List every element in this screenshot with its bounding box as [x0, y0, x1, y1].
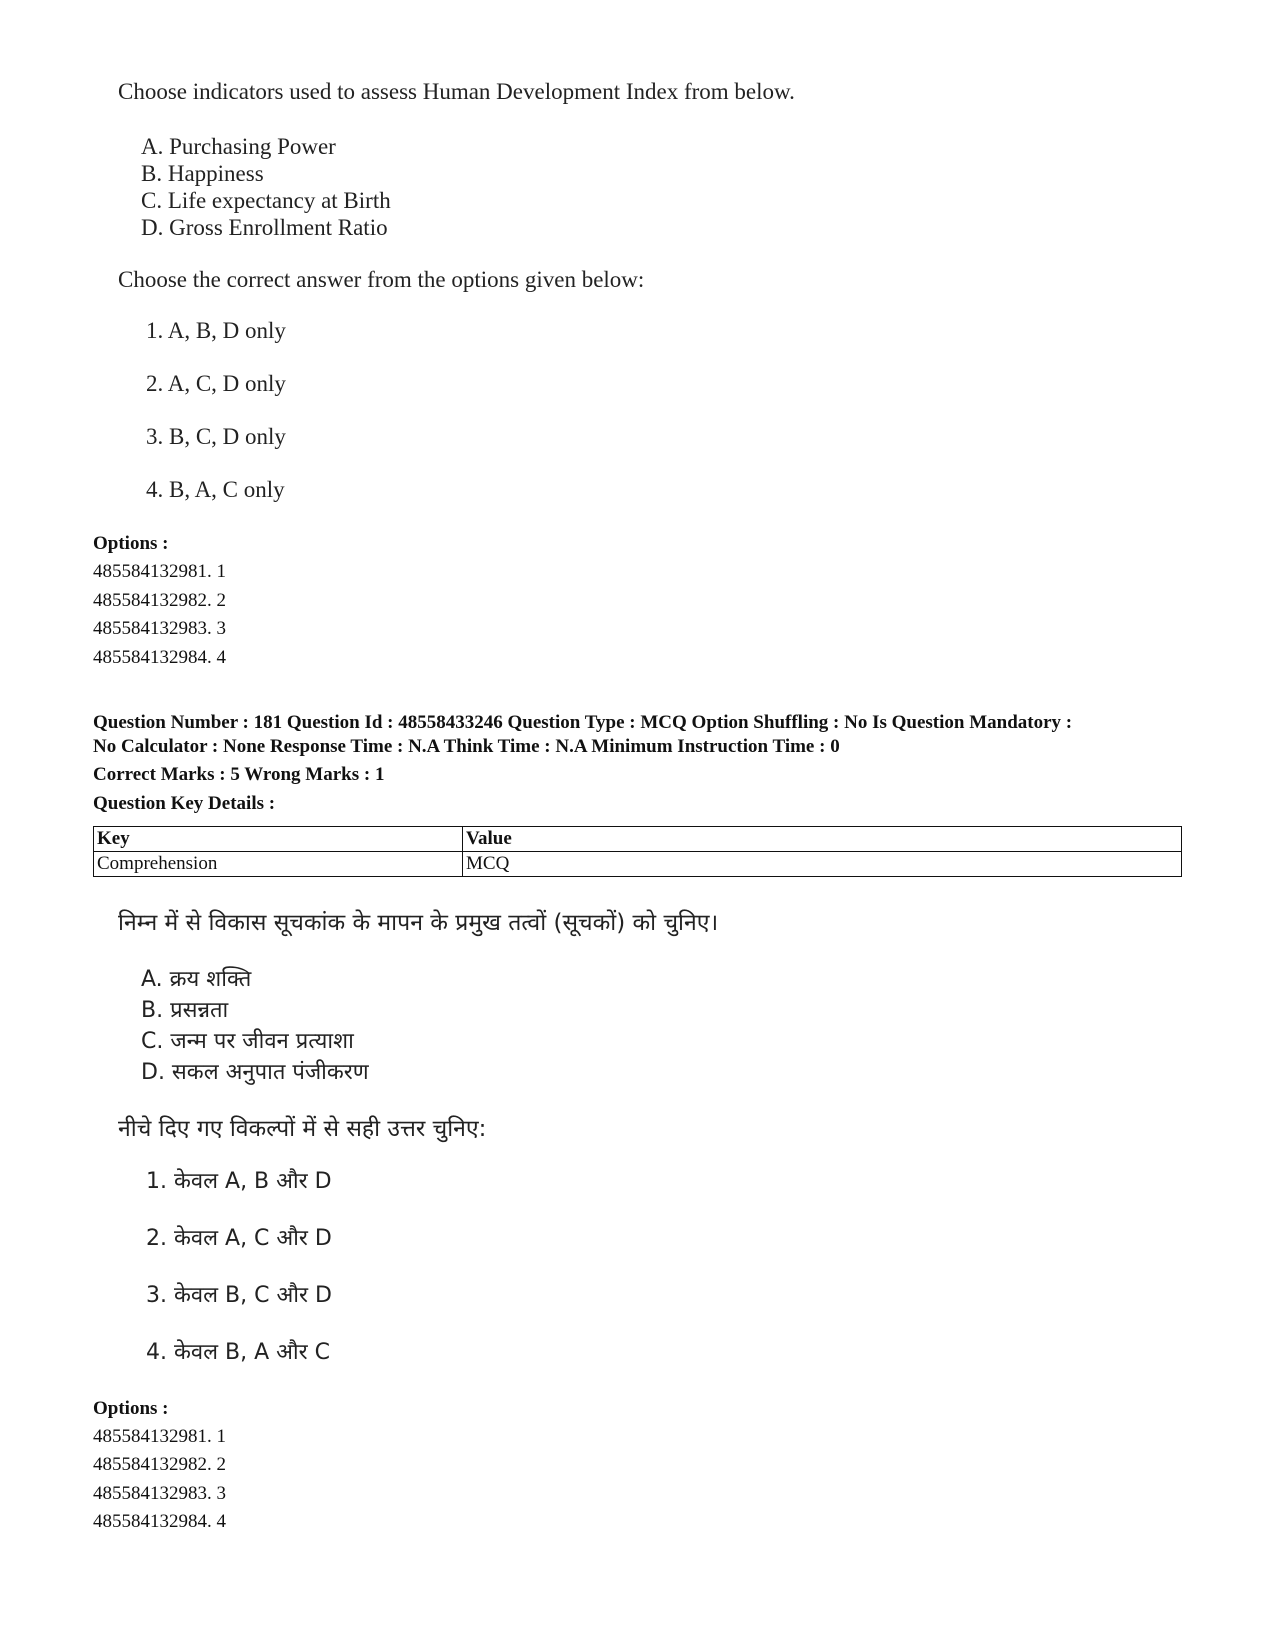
statement-list-en [141, 133, 391, 241]
marks-line: Correct Marks : 5 Wrong Marks : 1 [93, 764, 385, 785]
choose-prompt-hi: नीचे दिए गए विकल्पों में से सही उत्तर चुनिए: [118, 1116, 487, 1142]
statement-d-en: D. Gross Enrollment Ratio [141, 215, 388, 240]
option-id-line: 485584132982. 2 [93, 590, 226, 611]
option-id-line: 485584132984. 4 [93, 1511, 226, 1532]
option-id-line: 485584132982. 2 [93, 1454, 226, 1475]
statement-b-en: B. Happiness [141, 161, 264, 186]
question-header-line-1: Question Number : 181 Question Id : 48558433246 Question Type : MCQ Option Shuffling : No Is Question Mandatory : [93, 712, 1073, 733]
option-id-line: 485584132983. 3 [93, 618, 226, 639]
statement-a-en: A. Purchasing Power [141, 134, 336, 159]
option-id-line: 485584132983. 3 [93, 1483, 226, 1504]
answer-option-2-en: 2. A, C, D only [146, 371, 286, 396]
statement-d-hi: D. सकल अनुपात पंजीकरण [141, 1060, 369, 1085]
statement-a-hi: A. क्रय शक्ति [141, 967, 252, 992]
statement-c-hi: C. जन्म पर जीवन प्रत्याशा [141, 1029, 354, 1054]
question-stem-hi: निम्न में से विकास सूचकांक के मापन के प्रमुख तत्वों (सूचकों) को चुनिए। [118, 910, 719, 936]
answer-option-4-hi: 4. केवल B, A और C [146, 1340, 331, 1365]
question-header [93, 711, 1183, 759]
question-header-line-2: No Calculator : None Response Time : N.A Think Time : N.A Minimum Instruction Time : 0 [93, 736, 840, 757]
table-header-key: Key [94, 827, 463, 852]
choose-prompt-en: Choose the correct answer from the options given below: [118, 267, 645, 292]
table-cell-value: MCQ [463, 852, 1182, 877]
statement-list-hi [141, 964, 369, 1088]
statement-b-hi: B. प्रसन्नता [141, 998, 229, 1023]
answer-option-1-hi: 1. केवल A, B और D [146, 1169, 332, 1194]
question-stem-en: Choose indicators used to assess Human Development Index from below. [118, 79, 795, 104]
table-cell-key: Comprehension [94, 852, 463, 877]
key-details-label: Question Key Details : [93, 793, 276, 814]
statement-c-en: C. Life expectancy at Birth [141, 188, 391, 213]
table-header-value: Value [463, 827, 1182, 852]
options-label-2: Options : [93, 1398, 169, 1419]
answer-option-3-hi: 3. केवल B, C और D [146, 1283, 332, 1308]
answer-option-4-en: 4. B, A, C only [146, 477, 285, 502]
options-label-1: Options : [93, 533, 169, 554]
table-header-row [94, 827, 1182, 852]
option-id-line: 485584132984. 4 [93, 647, 226, 668]
option-id-line: 485584132981. 1 [93, 1426, 226, 1447]
answer-option-2-hi: 2. केवल A, C और D [146, 1226, 332, 1251]
answer-option-1-en: 1. A, B, D only [146, 318, 286, 343]
table-row [94, 852, 1182, 877]
answer-option-3-en: 3. B, C, D only [146, 424, 286, 449]
option-id-line: 485584132981. 1 [93, 561, 226, 582]
key-details-table [93, 826, 1182, 877]
